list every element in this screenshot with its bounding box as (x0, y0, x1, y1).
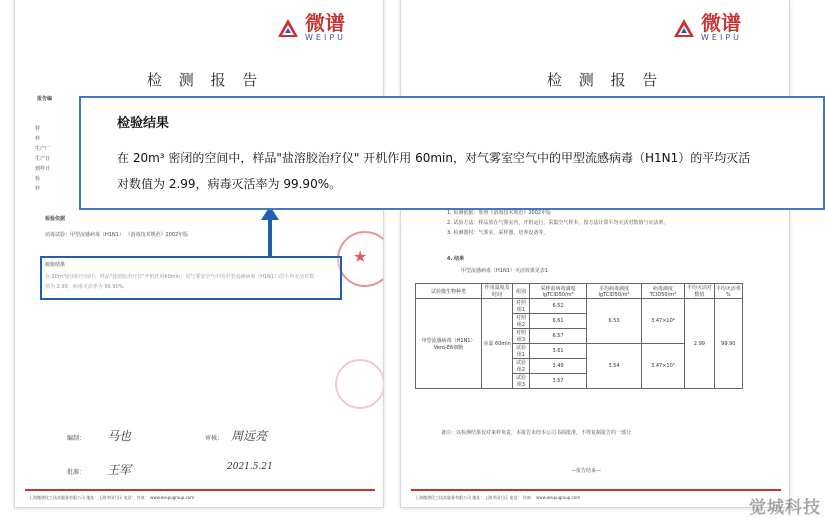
table-cell-condition: 室温 60min (482, 299, 513, 389)
side-label: 到样日 (35, 166, 51, 172)
table-header-cell: 采样前病毒滴度 lgTCID50/m³ (529, 284, 587, 299)
note-line: 3. 检测器材：气雾室，采样器，培养设备等。 (447, 230, 549, 236)
table-cell-group: 试验组1 (513, 344, 529, 359)
footer-rule (411, 489, 781, 491)
callout-heading: 检验结果 (117, 116, 170, 131)
table-cell-avg: 6.53 (587, 299, 641, 344)
brand-name-zh: 微谱 (305, 11, 345, 35)
side-label: 样 (35, 186, 41, 192)
table-cell-group: 对照组1 (513, 299, 529, 314)
table-cell-avg: 3.54 (587, 344, 641, 389)
table-cell-microbe: 甲型流感病毒（H1N1） Vero-E6细胞 (416, 299, 482, 389)
footer-text: 上海微谱化工技术服务有限公司 地址：上海市闵行区 电话： 传真： www.weipugroup.com (415, 495, 581, 500)
results-line-small-2: 值为 2.99，病毒灭活率为 99.90%。 (45, 284, 129, 290)
table-cell-avg-rate: 99.90 (714, 299, 742, 389)
table-header-cell: 平均病毒滴度 lgTCID50/m³ (587, 284, 641, 299)
doc-title: 检 测 报 告 (147, 71, 264, 89)
footer-text: 上海微谱化工技术服务有限公司 地址：上海市闵行区 电话： 传真： www.weipugroup.com (29, 495, 195, 500)
brand-logo-icon (673, 17, 695, 39)
report-page-left (14, 0, 384, 508)
signature-approved: 王军 (107, 463, 132, 477)
table-cell-value: 3.61 (529, 344, 587, 359)
side-label: 样 (35, 136, 41, 142)
report-number-label: 报告编 (37, 96, 53, 102)
note-line: 1. 检测依据：参照《消毒技术规范》2002年版 (447, 210, 552, 216)
side-label: 样 (35, 126, 41, 132)
table-row (416, 299, 743, 314)
brand-name-en: WEIPU (701, 33, 743, 42)
doc-title: 检 测 报 告 (547, 71, 664, 89)
signature-label-reviewed: 审核： (205, 435, 224, 442)
signature-label-prepared: 编制： (67, 435, 86, 442)
results-line-small-1: 在 20m³密闭的空间中，样品"盐溶胶治疗仪"开机作用60min，对气雾室空气中的甲型流感病毒（H1N1）的平均灭活对数 (45, 274, 315, 280)
side-label: 生产厂 (35, 146, 51, 152)
brand-name-en: WEIPU (305, 33, 347, 42)
table-cell-value: 3.49 (529, 359, 587, 374)
signature-reviewed: 周远亮 (231, 429, 268, 443)
note-line: 2. 试验方法：样品放在气雾室内，开机运行，采集空气样本，按方法计算平均灭活对数值与灭活率。 (447, 220, 669, 226)
result-heading: 4. 结果 (447, 256, 465, 262)
table-cell-value: 6.52 (529, 299, 587, 314)
table-cell-titer: 3.47×10⁶ (641, 299, 684, 344)
callout-text-line1: 在 20m³ 密闭的空间中，样品"盐溶胶治疗仪" 开机作用 60min，对气雾室空气中的甲型流感病毒（H1N1）的平均灭活 (117, 151, 751, 165)
result-sub: 甲型流感病毒（H1N1）灭活效果见表1 (461, 268, 549, 274)
callout-text-line2: 对数值为 2.99，病毒灭活率为 99.90%。 (117, 177, 342, 191)
table-header-row (416, 284, 743, 299)
table-header-cell: 平均灭活对数值 (685, 284, 715, 299)
side-label: 检 (35, 176, 41, 182)
table-cell-value: 6.57 (529, 329, 587, 344)
table-header-cell: 作用温度及时间 (482, 284, 513, 299)
brand-logo-icon (277, 17, 299, 39)
table-cell-titer: 3.47×10³ (641, 344, 684, 389)
table-cell-avg-log: 2.99 (685, 299, 715, 389)
table-cell-group: 对照组3 (513, 329, 529, 344)
remark-line: 备注：以检测结果仅对来样负责，本报告未经本公司书面批准，不得复制报告的一部分 (441, 430, 632, 436)
seal-star-icon: ★ (353, 247, 368, 266)
table-cell-group: 试验组2 (513, 359, 529, 374)
result-callout (79, 96, 825, 210)
signature-date: 2021.5.21 (227, 462, 273, 472)
table-cell-value: 6.61 (529, 314, 587, 329)
table-header-cell: 试验微生物种类 (416, 284, 482, 299)
brand-logo (277, 13, 346, 42)
results-table (415, 283, 743, 389)
table-header-cell: 病毒滴度 TCID50/m³ (641, 284, 684, 299)
table-header-cell: 组别 (513, 284, 529, 299)
up-arrow-icon (255, 204, 285, 260)
report-page-right (400, 0, 790, 508)
table-cell-group: 试验组3 (513, 374, 529, 389)
basis-heading: 检验依据 (45, 216, 66, 222)
result-highlight-box (40, 256, 342, 300)
table-cell-group: 对照组2 (513, 314, 529, 329)
basis-line: 消毒试验：甲型流感病毒（H1N1） 《消毒技术规范》2002年版 (45, 232, 189, 238)
red-seal-stamp-faint (335, 359, 384, 409)
table-cell-value: 3.57 (529, 374, 587, 389)
brand-logo (673, 13, 742, 42)
signature-prepared: 马也 (107, 429, 132, 443)
end-marker: —报告结束— (571, 468, 602, 474)
brand-name-zh: 微谱 (701, 11, 741, 35)
side-label: 生产日 (35, 156, 51, 162)
watermark: 觉城科技 (749, 498, 821, 518)
footer-rule (25, 489, 375, 491)
signature-label-approved: 批准： (67, 469, 86, 476)
table-header-cell: 平均灭活率 % (715, 285, 741, 298)
results-heading-small: 检验结果 (45, 262, 66, 268)
